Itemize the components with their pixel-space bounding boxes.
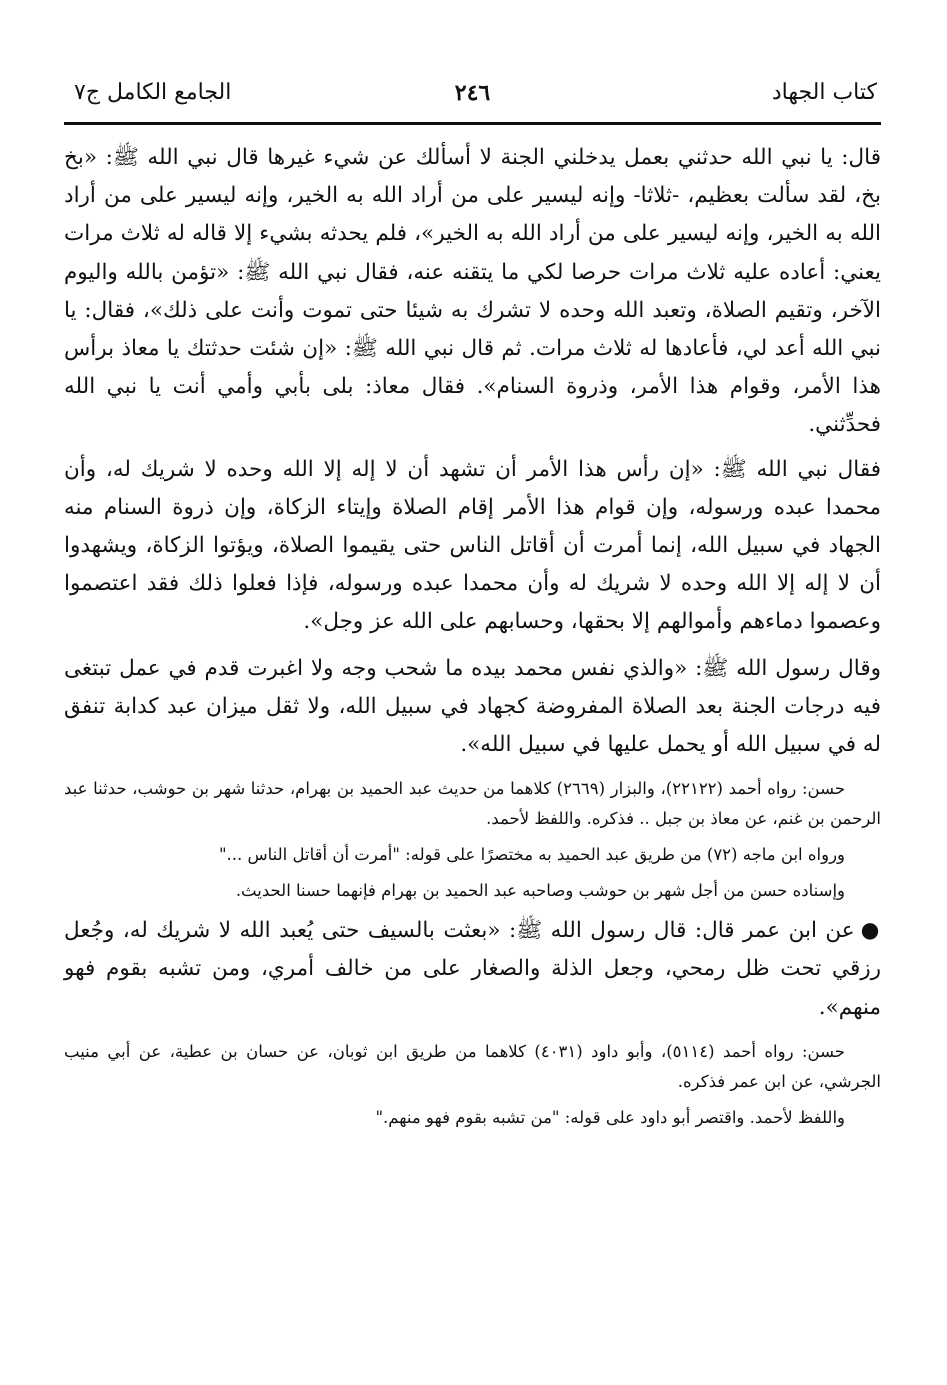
hadith-paragraph [64,912,881,1027]
hadith-paragraph: فقال نبي الله ﷺ: «إن رأس هذا الأمر أن تشهد أن لا إله إلا الله وحده لا شريك له، وأن محمدا عبده ورسوله، وإن قوام هذا الأمر إقام الصلاة وإيتاء الزكاة، وإن ذروة السنام منه الجهاد في سبيل الله، إنما أمرت أن أقاتل الناس حتى يقيموا الصلاة، ويؤتوا الزكاة، ويشهدوا أن لا إله إلا الله وحده لا شريك له وأن محمدا عبده ورسوله، فإذا فعلوا ذلك فقد اعتصموا وعصموا دماءهم وأموالهم إلا بحقها، وحسابهم على الله عز وجل». [64,456,881,635]
takhrij-note: وإسناده حسن من أجل شهر بن حوشب وصاحبه عبد الحميد بن بهرام فإنهما حسنا الحديث. [235,881,845,901]
book-volume-title: الجامع الكامل ج٧ [74,80,232,105]
takhrij-note: حسن: رواه أحمد (٥١١٤)، وأبو داود (٤٠٣١) كلاهما من طريق ابن ثوبان، عن حسان بن عطية، عن أبي منيب الجرشي، عن ابن عمر فذكره. [64,1041,881,1091]
hadith-text: عن ابن عمر قال: قال رسول الله ﷺ: «بعثت بالسيف حتى يُعبد الله لا شريك له، وجُعل رزقي تحت ظل رمحي، وجعل الذلة والصغار على من خالف أمري، ومن تشبه بقوم فهو منهم». [64,918,881,1020]
book-section-title: كتاب الجهاد [771,80,877,105]
bullet-icon: ● [860,918,881,944]
hadith-paragraph: وقال رسول الله ﷺ: «والذي نفس محمد بيده ما شحب وجه ولا اغبرت قدم في عمل تبتغى فيه درجات الجنة بعد الصلاة المفروضة كجهاد في سبيل الله، ولا ثقل ميزان عبد كدابة تنفق له في سبيل الله أو يحمل عليها في سبيل الله». [64,655,881,758]
page-content [64,139,881,1133]
takhrij-note: حسن: رواه أحمد (٢٢١٢٢)، والبزار (٢٦٦٩) كلاهما من حديث عبد الحميد بن بهرام، حدثنا شهر بن حوشب، حدثنا عبد الرحمن بن غنم، عن معاذ بن جبل .. فذكره. واللفظ لأحمد. [64,779,881,829]
hadith-paragraph: قال: يا نبي الله حدثني بعمل يدخلني الجنة لا أسألك عن شيء غيرها قال نبي الله ﷺ: «بخ بخ، لقد سألت بعظيم، -ثلاثا- وإنه ليسير على من أراد الله به الخير، وإنه ليسير على من أراد الله به الخير، وإنه ليسير على من أراد الله به الخير»، فلم يحدثه بشيء إلا قاله له ثلاث مرات يعني: أعاده عليه ثلاث مرات حرصا لكي ما يتقنه عنه، فقال نبي الله ﷺ: «تؤمن بالله واليوم الآخر، وتقيم الصلاة، وتعبد الله وحده لا تشرك به شيئا حتى تموت وأنت على ذلك»، فقال: يا نبي الله أعد لي، فأعادها له ثلاث مرات. ثم قال نبي الله ﷺ: «إن شئت حدثتك يا معاذ برأس هذا الأمر، وقوام هذا الأمر، وذروة السنام». فقال معاذ: بلى بأبي وأمي أنت يا نبي الله فحدِّثني. [64,145,881,438]
running-header [64,66,881,125]
takhrij-note: واللفظ لأحمد. واقتصر أبو داود على قوله: "من تشبه بقوم فهو منهم." [375,1107,845,1127]
page-number: ٢٤٦ [454,80,491,106]
takhrij-note: ورواه ابن ماجه (٧٢) من طريق عبد الحميد به مختصرًا على قوله: "أمرت أن أقاتل الناس ..." [218,845,845,865]
